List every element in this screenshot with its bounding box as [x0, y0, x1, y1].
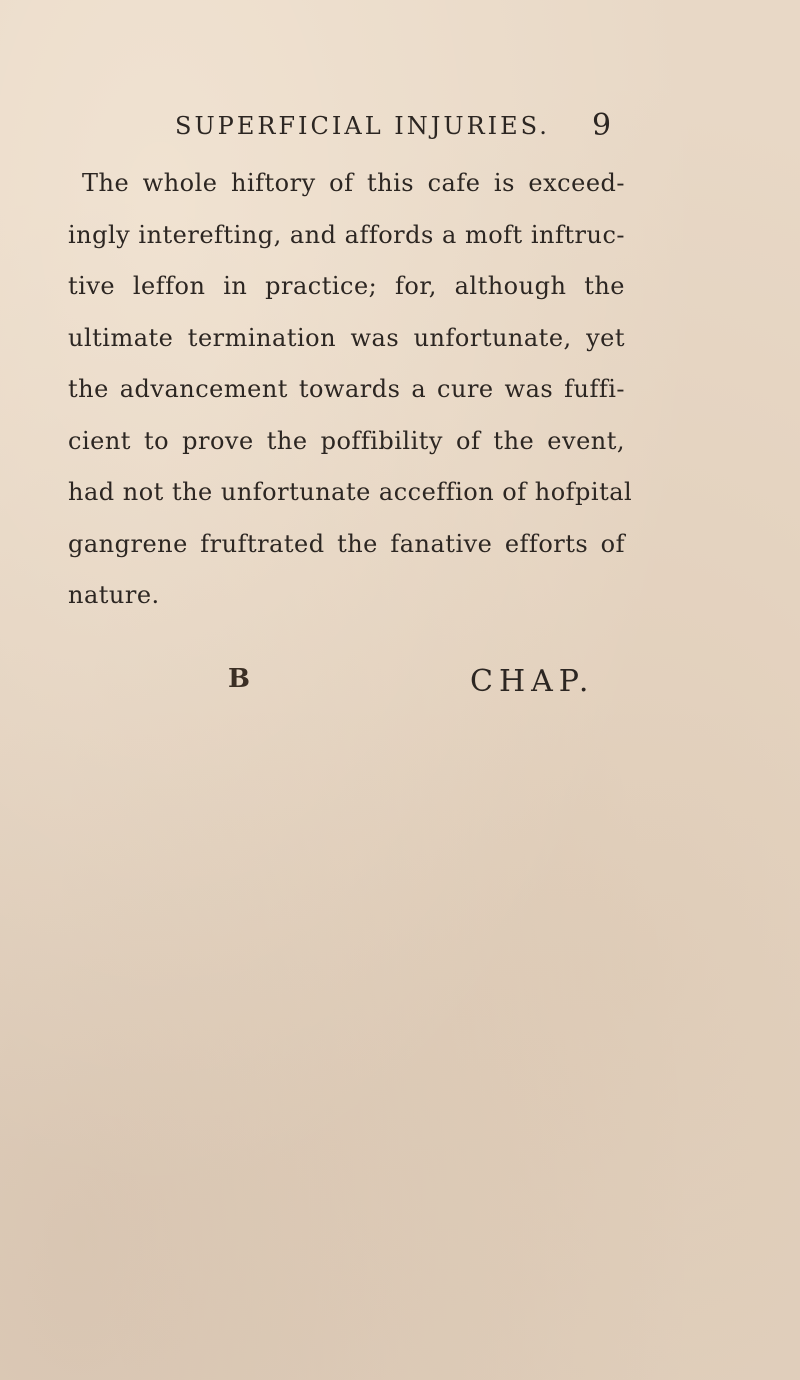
page-number: 9 — [592, 108, 612, 143]
signature-mark: B — [228, 664, 250, 694]
running-head: SUPERFICIAL INJURIES. — [175, 112, 550, 140]
catchword: CHAP. — [470, 664, 595, 699]
text-line: tive leffon in practice; for, although the — [68, 272, 625, 300]
text-line: The whole hiftory of this cafe is exceed- — [82, 169, 625, 197]
paragraph — [68, 158, 633, 622]
text-line: ultimate termination was unfortunate, yet — [68, 323, 625, 352]
text-line: cient to prove the poffibility of the event, — [68, 426, 625, 455]
text-line: ingly interefting, and affords a moft inftruc- — [68, 220, 625, 249]
paper-texture — [0, 700, 800, 1380]
text-line: had not the unfortunate acceffion of hofpital — [68, 478, 633, 506]
text-line: the advancement towards a cure was fuffi- — [68, 375, 625, 403]
text-line: nature. — [68, 581, 160, 609]
text-line: gangrene fruftrated the fanative efforts of — [68, 529, 625, 558]
